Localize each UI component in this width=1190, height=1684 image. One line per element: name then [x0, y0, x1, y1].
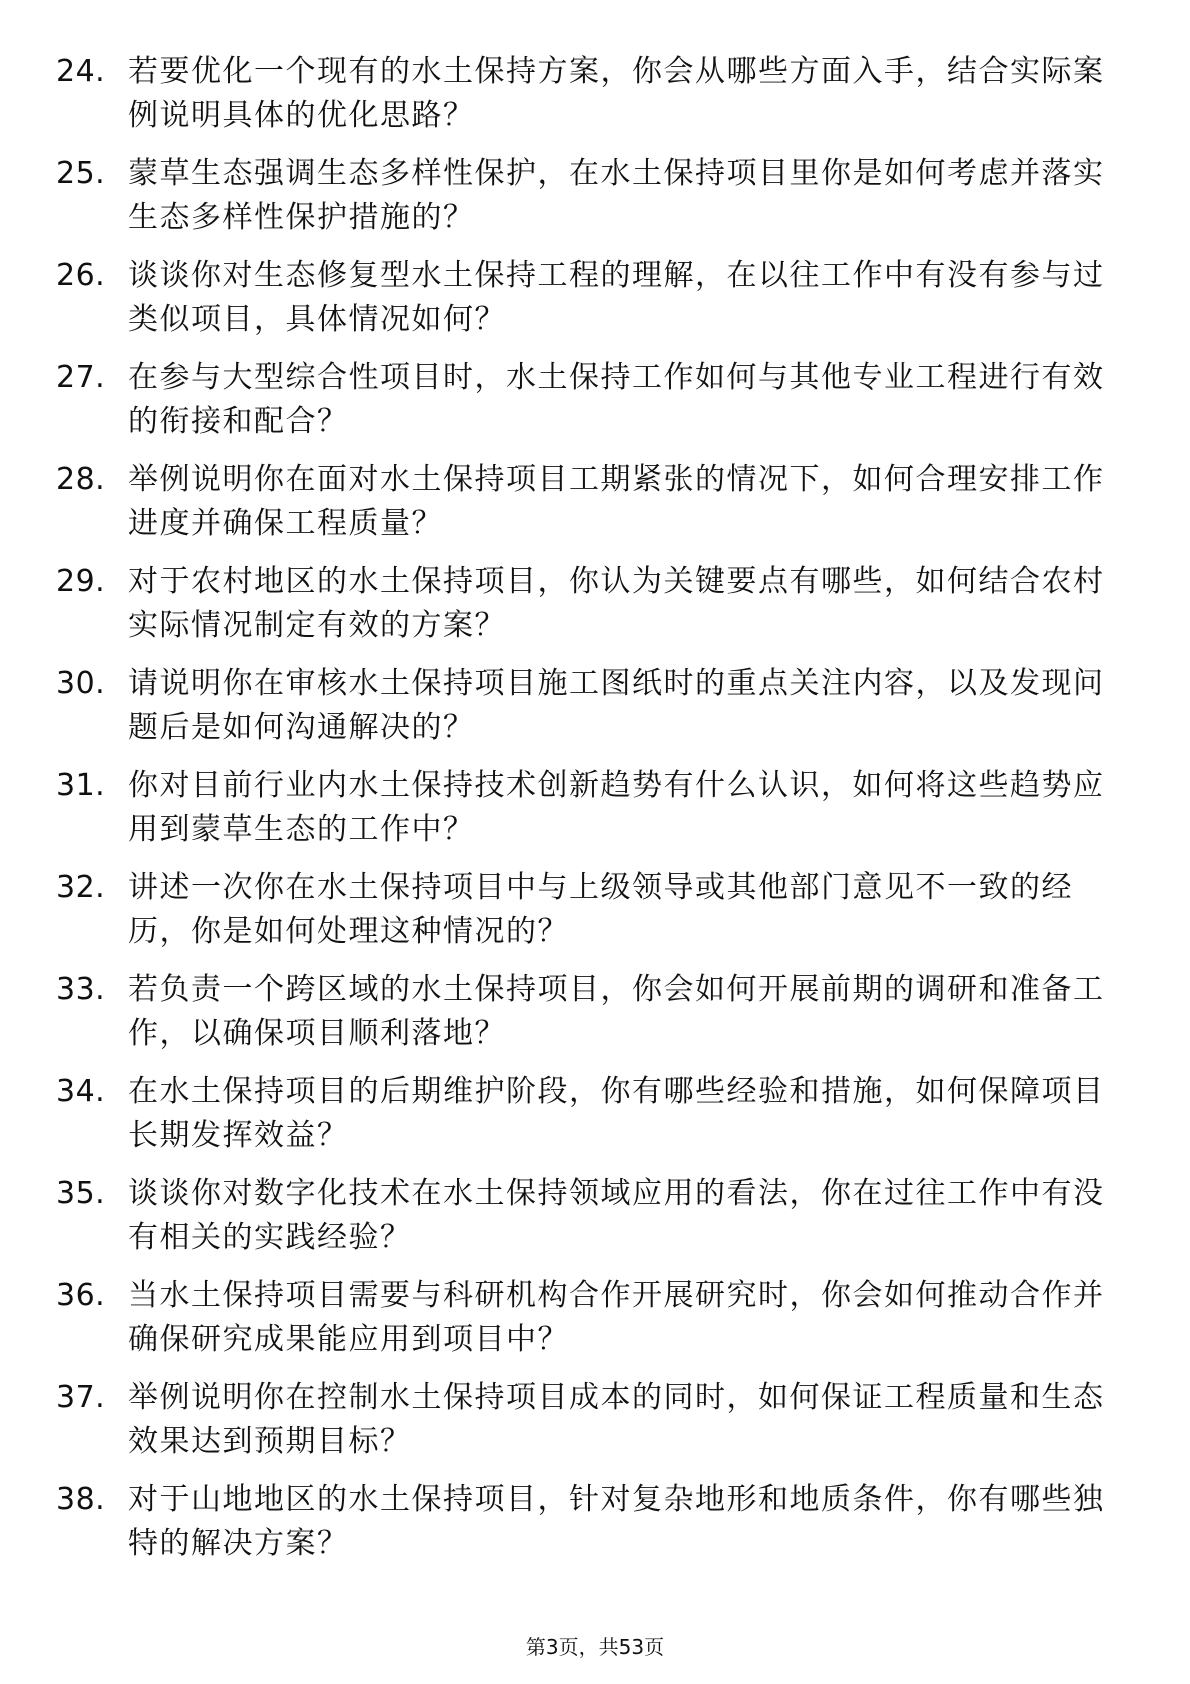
question-item	[56, 560, 1126, 654]
question-number: 31.	[56, 768, 106, 803]
question-number: 25.	[56, 156, 106, 191]
question-item	[56, 662, 1126, 756]
question-text: 举例说明你在控制水土保持项目成本的同时，如何保证工程质量和生态效果达到预期目标？	[128, 1380, 1105, 1459]
question-text: 对于农村地区的水土保持项目，你认为关键要点有哪些，如何结合农村实际情况制定有效的方案？	[128, 564, 1105, 643]
question-item	[56, 1376, 1126, 1470]
question-item	[56, 356, 1126, 450]
question-text: 讲述一次你在水土保持项目中与上级领导或其他部门意见不一致的经历，你是如何处理这种情况的？	[128, 870, 1073, 949]
question-item	[56, 1274, 1126, 1368]
question-number: 24.	[56, 54, 106, 89]
question-number: 26.	[56, 258, 106, 293]
question-item	[56, 1478, 1126, 1572]
question-number: 37.	[56, 1380, 106, 1415]
question-number: 33.	[56, 972, 106, 1007]
page-number-label: 第3页，共53页	[525, 1635, 665, 1659]
question-text: 你对目前行业内水土保持技术创新趋势有什么认识，如何将这些趋势应用到蒙草生态的工作中？	[128, 768, 1105, 847]
question-text: 蒙草生态强调生态多样性保护，在水土保持项目里你是如何考虑并落实生态多样性保护措施的？	[128, 156, 1105, 235]
question-text: 若要优化一个现有的水土保持方案，你会从哪些方面入手，结合实际案例说明具体的优化思路？	[128, 54, 1105, 133]
question-text: 当水土保持项目需要与科研机构合作开展研究时，你会如何推动合作并确保研究成果能应用到项目中？	[128, 1278, 1105, 1357]
question-item	[56, 1070, 1126, 1164]
question-number: 28.	[56, 462, 106, 497]
question-text: 若负责一个跨区域的水土保持项目，你会如何开展前期的调研和准备工作，以确保项目顺利落地？	[128, 972, 1105, 1051]
question-item	[56, 152, 1126, 246]
question-number: 32.	[56, 870, 106, 905]
question-text: 对于山地地区的水土保持项目，针对复杂地形和地质条件，你有哪些独特的解决方案？	[128, 1482, 1105, 1561]
question-item	[56, 1172, 1126, 1266]
question-number: 36.	[56, 1278, 106, 1313]
question-number: 29.	[56, 564, 106, 599]
question-item	[56, 50, 1126, 144]
question-text: 谈谈你对数字化技术在水土保持领域应用的看法，你在过往工作中有没有相关的实践经验？	[128, 1176, 1105, 1255]
question-text: 在水土保持项目的后期维护阶段，你有哪些经验和措施，如何保障项目长期发挥效益？	[128, 1074, 1105, 1153]
question-text: 请说明你在审核水土保持项目施工图纸时的重点关注内容，以及发现问题后是如何沟通解决的？	[128, 666, 1105, 745]
question-number: 38.	[56, 1482, 106, 1517]
question-number: 27.	[56, 360, 106, 395]
question-number: 34.	[56, 1074, 106, 1109]
question-item	[56, 764, 1126, 858]
question-text: 在参与大型综合性项目时，水土保持工作如何与其他专业工程进行有效的衔接和配合？	[128, 360, 1105, 439]
question-text: 谈谈你对生态修复型水土保持工程的理解，在以往工作中有没有参与过类似项目，具体情况如何？	[128, 258, 1105, 337]
question-item	[56, 458, 1126, 552]
question-item	[56, 866, 1126, 960]
question-text: 举例说明你在面对水土保持项目工期紧张的情况下，如何合理安排工作进度并确保工程质量？	[128, 462, 1105, 541]
question-number: 30.	[56, 666, 106, 701]
question-item	[56, 968, 1126, 1062]
page-footer	[0, 1634, 1190, 1660]
question-list	[56, 50, 1126, 1580]
question-number: 35.	[56, 1176, 106, 1211]
question-item	[56, 254, 1126, 348]
